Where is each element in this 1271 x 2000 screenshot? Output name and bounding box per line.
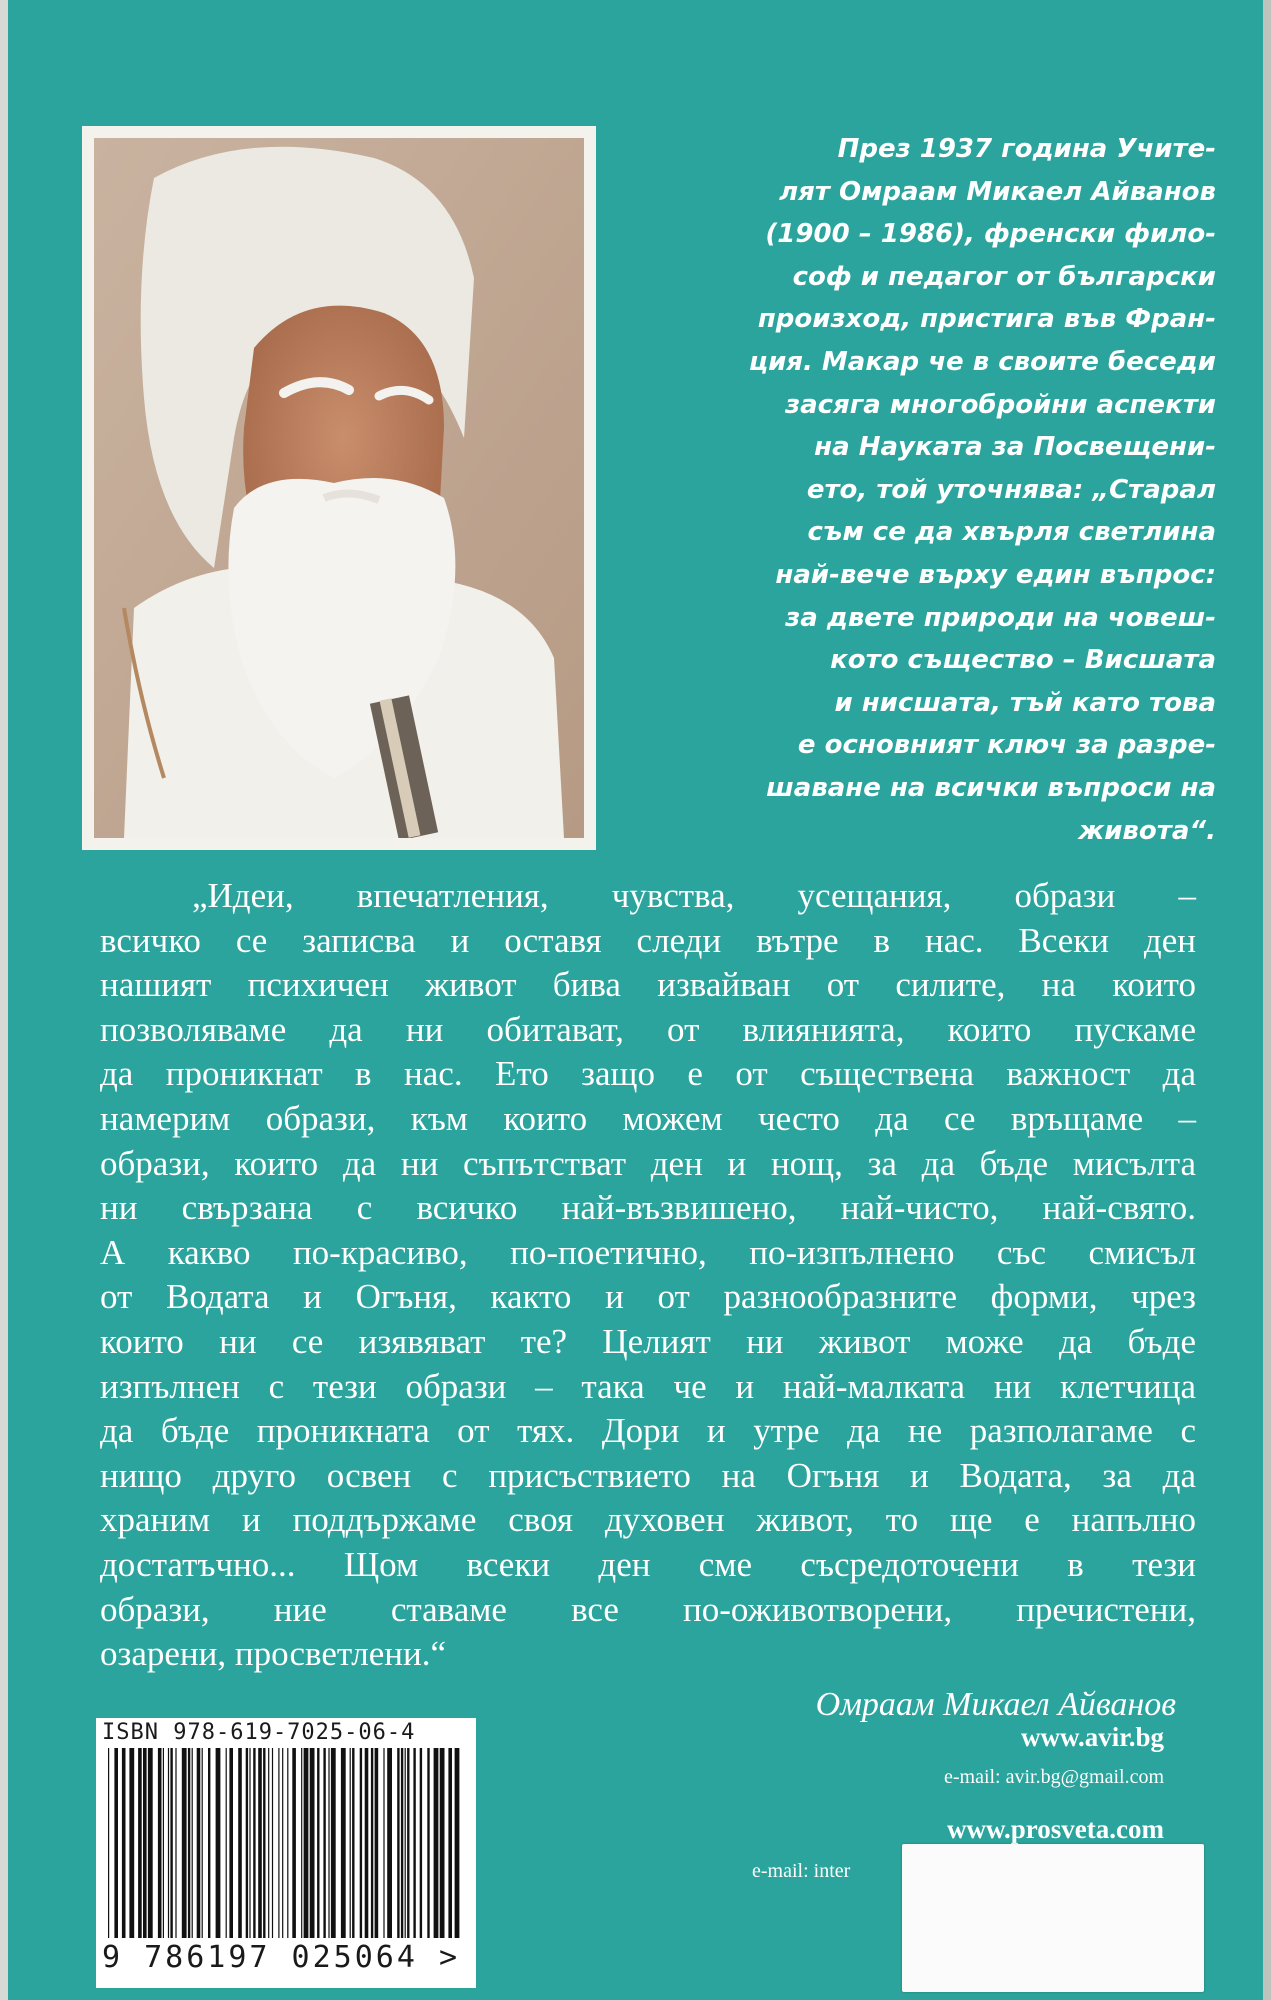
- bio-line: е основният ключ за разре-: [797, 730, 1216, 761]
- quote-line: да бъде проникната от тях. Дори и утре да не разполагаме с: [100, 1411, 1196, 1451]
- author-biography: [628, 128, 1216, 852]
- barcode-bar: [188, 1748, 190, 1938]
- author-photo: [94, 138, 584, 838]
- barcode-bar: [163, 1748, 164, 1938]
- book-back-cover: [8, 0, 1264, 2000]
- quote-line: всичко се записва и оставя следи вътре в нас. Всеки ден: [100, 920, 1196, 960]
- barcode-bar: [434, 1748, 439, 1938]
- barcode-bar: [216, 1748, 221, 1938]
- barcode-bar: [143, 1748, 147, 1938]
- bio-line: за двете природи на човеш-: [785, 602, 1216, 633]
- bio-line: шаване на всички въпроси на: [766, 772, 1216, 803]
- isbn-text: ISBN 978-619-7025-06-4: [102, 1720, 416, 1745]
- barcode-bar: [387, 1748, 392, 1938]
- barcode-bar: [268, 1748, 269, 1938]
- barcode-bar: [122, 1748, 126, 1938]
- quote-line: изпълнен с тези образи – така че и най-малката ни клетчица: [100, 1366, 1196, 1406]
- website-prosveta[interactable]: www.prosveta.com: [947, 1814, 1164, 1844]
- barcode-bar: [341, 1748, 346, 1938]
- quote-line: храним и поддържаме своя духовен живот, то ще е напълно: [100, 1500, 1196, 1540]
- quote-line: образи, ние ставаме все по-оживотворени, пречистени,: [100, 1589, 1196, 1629]
- quote-line: да проникнат в нас. Ето защо е от съществена важност да: [100, 1054, 1196, 1094]
- barcode-bar: [328, 1748, 329, 1938]
- author-photo-frame: [82, 126, 596, 850]
- barcode-bar: [352, 1748, 354, 1938]
- website-avir[interactable]: www.avir.bg: [1020, 1722, 1164, 1752]
- barcode-bar: [263, 1748, 265, 1938]
- quote-line: образи, които да ни съпътстват ден и нощ, за да бъде мисълта: [100, 1143, 1196, 1183]
- barcode-bar: [455, 1748, 460, 1938]
- barcode-bar: [448, 1748, 452, 1938]
- barcode-bar: [401, 1748, 403, 1938]
- barcode-bar: [405, 1748, 406, 1938]
- barcode-bar: [310, 1748, 315, 1938]
- barcode-bar: [175, 1748, 176, 1938]
- barcode-bar: [331, 1748, 336, 1938]
- barcode-bar: [420, 1748, 422, 1938]
- barcode-bar: [301, 1748, 302, 1938]
- barcode-bar: [375, 1748, 379, 1938]
- barcode-bar: [229, 1748, 233, 1938]
- barcode-bar: [238, 1748, 242, 1938]
- bio-line: и нисшата, тъй като това: [834, 687, 1216, 718]
- quote-line: А какво по-красиво, по-поетично, по-изпълнено със смисъл: [100, 1232, 1196, 1272]
- bio-line: съм се да хвърля светлина: [807, 517, 1216, 548]
- barcode-bar: [192, 1748, 193, 1938]
- quote-line: които ни се изявяват те? Целият ни живот може да бъде: [100, 1321, 1196, 1361]
- barcode-bar: [249, 1748, 250, 1938]
- barcode-bar: [278, 1748, 279, 1938]
- barcode-bar: [440, 1748, 445, 1938]
- barcode-bar: [226, 1748, 227, 1938]
- barcode-bar: [282, 1748, 283, 1938]
- barcode-bar: [202, 1748, 203, 1938]
- barcode-bar: [114, 1748, 118, 1938]
- barcode-bar: [350, 1748, 351, 1938]
- quote-line: нищо друго освен с присъствието на Огъня и Водата, за да: [100, 1455, 1196, 1495]
- barcode-bar: [246, 1748, 248, 1938]
- barcode-bars: [102, 1748, 472, 1938]
- bio-line: най-вече върху един въпрос:: [775, 559, 1216, 590]
- barcode-bar: [360, 1748, 362, 1938]
- barcode-bar: [317, 1748, 319, 1938]
- bio-line: живота“.: [1078, 815, 1216, 846]
- bio-line: През 1937 година Учите-: [837, 134, 1216, 164]
- quote-line: „Идеи, впечатления, чувства, усещания, образи –: [192, 876, 1196, 915]
- quote-line: озарени, просветлени.“: [100, 1634, 447, 1674]
- barcode-bar: [272, 1748, 273, 1938]
- barcode-digits: 9 786197 025064 >: [102, 1940, 461, 1975]
- barcode-bar: [138, 1748, 142, 1938]
- barcode-bar: [323, 1748, 325, 1938]
- bio-line: кото същество – Висшата: [830, 645, 1216, 676]
- bio-line: ето, той уточнява: „Старал: [806, 474, 1216, 505]
- barcode-bar: [304, 1748, 309, 1938]
- email-prosveta[interactable]: e-mail: inter: [752, 1860, 851, 1882]
- bio-line: (1900 – 1986), френски фило-: [765, 219, 1216, 250]
- email-avir[interactable]: e-mail: avir.bg@gmail.com: [943, 1766, 1164, 1788]
- barcode-bar: [158, 1748, 162, 1938]
- barcode-bar: [365, 1748, 369, 1938]
- barcode-bar: [397, 1748, 399, 1938]
- barcode-bar: [371, 1748, 373, 1938]
- bio-line: ция. Макар че в своите беседи: [748, 346, 1216, 377]
- barcode-bar: [407, 1748, 409, 1938]
- barcode-bar: [197, 1748, 201, 1938]
- bio-line: засяга многобройни аспекти: [784, 389, 1216, 420]
- barcode-bar: [170, 1748, 172, 1938]
- white-sticker: [902, 1844, 1204, 1992]
- quote-line: ни свързана с всичко най-възвишено, най-чисто, най-свято.: [100, 1188, 1196, 1228]
- quote-line: достатъчно... Щом всеки ден сме съсредоточени в тези: [100, 1544, 1196, 1584]
- barcode-bar: [148, 1748, 153, 1938]
- barcode-bar: [287, 1748, 288, 1938]
- barcode-bar: [427, 1748, 429, 1938]
- barcode-bar: [129, 1748, 134, 1938]
- barcode-bar: [108, 1748, 109, 1938]
- bio-line: на Науката за Посвещени-: [814, 432, 1216, 463]
- quote-signature: Омраам Микаел Айванов: [815, 1686, 1176, 1723]
- bio-line: произход, пристига във Фран-: [757, 304, 1216, 335]
- author-portrait-image: [94, 138, 584, 838]
- barcode-bar: [292, 1748, 296, 1938]
- barcode-bar: [253, 1748, 255, 1938]
- bio-line: соф и педагог от български: [792, 261, 1216, 292]
- quote-line: позволяваме да ни обитават, от влиянията, които пускаме: [100, 1009, 1196, 1049]
- barcode-bar: [182, 1748, 187, 1938]
- barcode-bar: [208, 1748, 210, 1938]
- quote-line: намерим образи, към които можем често да се връщаме –: [100, 1098, 1196, 1138]
- barcode-bar: [258, 1748, 262, 1938]
- bio-line: лят Омраам Микаел Айванов: [779, 176, 1216, 207]
- barcode-bar: [383, 1748, 384, 1938]
- barcode-bar: [413, 1748, 415, 1938]
- quote-line: нашият психичен живот бива извайван от силите, на които: [100, 965, 1196, 1005]
- quote-line: от Водата и Огъня, както и от разнообразните форми, чрез: [100, 1277, 1196, 1317]
- author-quote: [100, 874, 1196, 1677]
- barcode-bar: [168, 1748, 169, 1938]
- cover-edge: [1263, 0, 1271, 2000]
